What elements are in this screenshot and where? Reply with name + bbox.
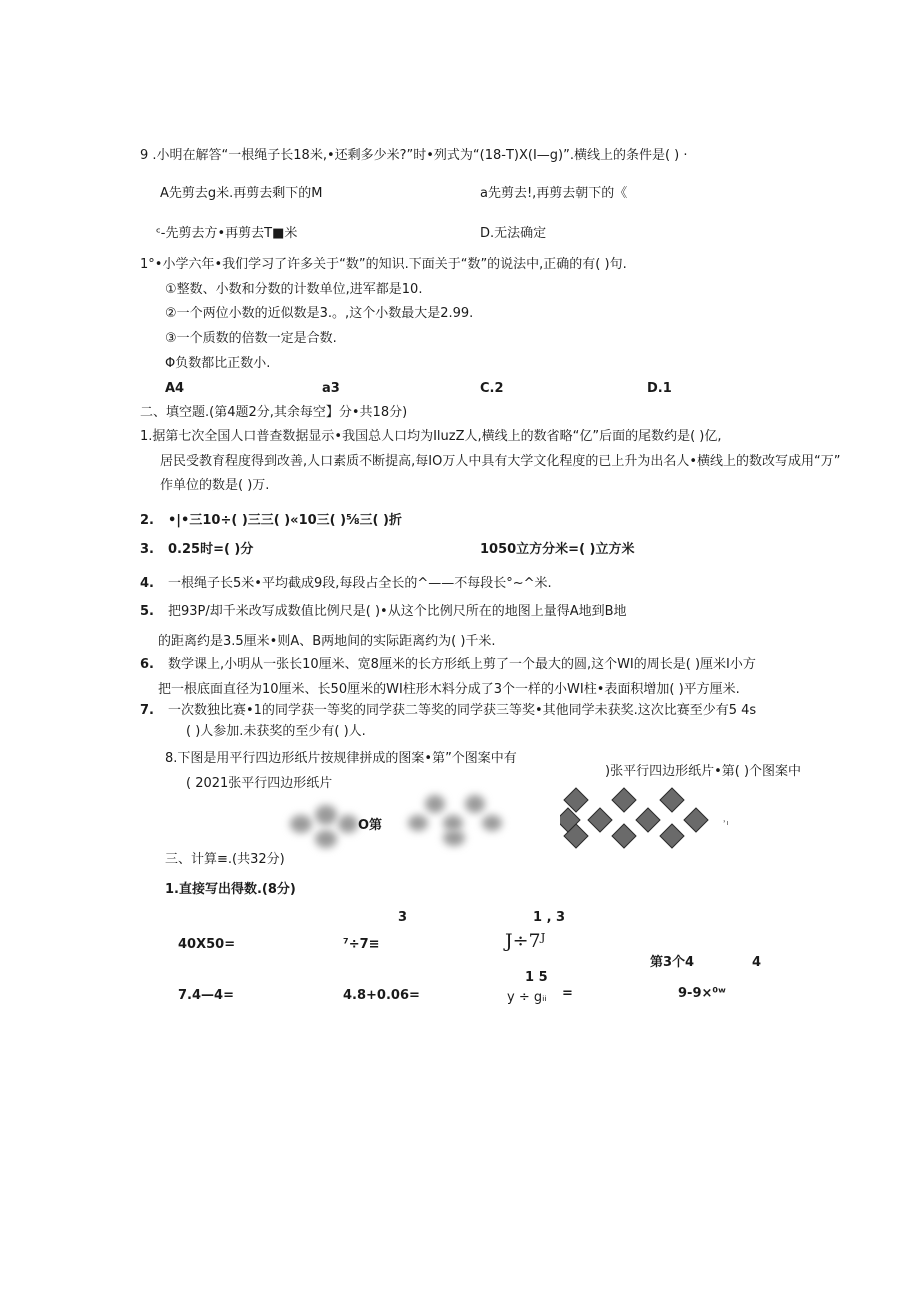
calc-6: 4.8+0.06= [343,988,420,1003]
calc-5: 7.4—4= [178,988,234,1003]
s2-q3-b: 1050立方分米=( )立方米 [480,542,635,557]
calc-8: 9-9×⁰ʷ [678,986,726,1001]
calc-4-b: 4 [752,955,762,970]
s2-q5-number: 5. [140,604,154,619]
s2-q6-line1: 数学课上,小明从一张长10厘米、宽8厘米的长方形纸上剪了一个最大的圆,这个WI的周长是( )厘米I小方 [168,657,756,672]
q10-statement-3: ③一个质数的倍数一定是合数. [165,331,337,346]
calc-7-equals: = [562,986,573,1001]
q9-stem: 9 .小明在解答“一根绳子长18米,•还剩多少米?”时•列式为“(18-T)X(I—g)”.横线上的条件是( ) · [140,148,688,163]
q10-option-a: A4 [165,381,185,396]
calc-7-top: 1 5 [525,970,548,985]
calc-7: y ÷ gᵢᵢ [507,990,547,1005]
q10-statement-1: ①整数、小数和分数的计数单位,进军都是10. [165,282,423,297]
section2-heading: 二、填空题.(第4题2分,其余每空】分•共18分) [140,405,408,420]
s2-q2: •|•三10÷( )三三( )«10三( )⅝三( )折 [168,513,402,528]
s2-q3-a: 0.25时=( )分 [168,542,254,557]
section3-heading: 三、计算≡.(共32分) [165,852,285,867]
pattern-mark: ᾿ᴵ [722,821,729,831]
s3-q1: 1.直接写出得数.(8分) [165,882,296,897]
pattern-label: O第 [358,818,383,833]
s2-q4: 一根绳子长5米•平均截成9段,每段占全长的^——不每段长°~^米. [168,576,552,591]
q9-option-d: D.无法确定 [480,226,547,241]
s2-q6-line2: 把一根底面直径为10厘米、长50厘米的WI柱形木料分成了3个一样的小WI柱•表面积增加( )平方厘米. [158,682,740,697]
s2-q2-number: 2. [140,513,154,528]
s2-q6-number: 6. [140,657,154,672]
q9-option-a: A先剪去g米.再剪去剩下的M [160,186,323,201]
calc-2: ⁷÷7≡ [343,937,380,952]
q10-statement-4: Φ负数都比正数小. [165,356,271,371]
pattern-figure-3 [560,786,720,850]
calc-1: 40X50= [178,937,236,952]
q10-option-d: D.1 [647,381,672,396]
q9-option-c: ᶜ-先剪去方•再剪去T■米 [156,226,298,241]
s2-q4-number: 4. [140,576,154,591]
calc-4: 第3个4 [650,955,695,970]
q10-statement-2: ②一个两位小数的近似数是3.。,这个小数最大是2.99. [165,306,474,321]
q10-option-c: C.2 [480,381,504,396]
s2-q8-right: )张平行四边形纸片•第( )个图案中 [605,764,802,779]
q10-option-b: a3 [322,381,340,396]
s2-q1-line1: 1.据第七次全国人口普查数据显示•我国总人口均为IluzZ人,横线上的数省略“亿”后面的尾数约是( )亿, [140,429,722,444]
s2-q3-number: 3. [140,542,154,557]
calc-2-top: 3 [398,910,408,925]
s2-q7-number: 7. [140,703,154,718]
s2-q1-line2: 居民受教育程度得到改善,人口素质不断提高,每IO万人中具有大学文化程度的已上升为出名人•横线上的数改写成用“万” [160,454,841,469]
q10-stem: 1°•小学六年•我们学习了许多关于“数”的知识.下面关于“数”的说法中,正确的有( )句. [140,257,627,272]
s2-q8-line1: 8.下图是用平行四边形纸片按规律拼成的图案•第”个图案中有 [165,751,517,766]
s2-q5-line2: 的距离约是3.5厘米•则A、B两地间的实际距离约为( )千米. [158,634,496,649]
calc-3: J÷7ᴶ [505,930,546,952]
s2-q7-line2: ( )人参加.未获奖的至少有( )人. [186,724,366,739]
s2-q1-line3: 作单位的数是( )万. [160,478,270,493]
s2-q5-line1: 把93P/却千米改写成数值比例尺是( )•从这个比例尺所在的地图上量得A地到B地 [168,604,627,619]
s2-q7-line1: 一次数独比赛•1的同学获一等奖的同学获二等奖的同学获三等奖•其他同学未获奖.这次比赛至少有5 4s [168,703,757,718]
s2-q8-line2: ( 2021张平行四边形纸片 [186,776,333,791]
q9-option-b: a先剪去!,再剪去朝下的《 [480,186,628,201]
calc-3-top: 1 , 3 [533,910,566,925]
